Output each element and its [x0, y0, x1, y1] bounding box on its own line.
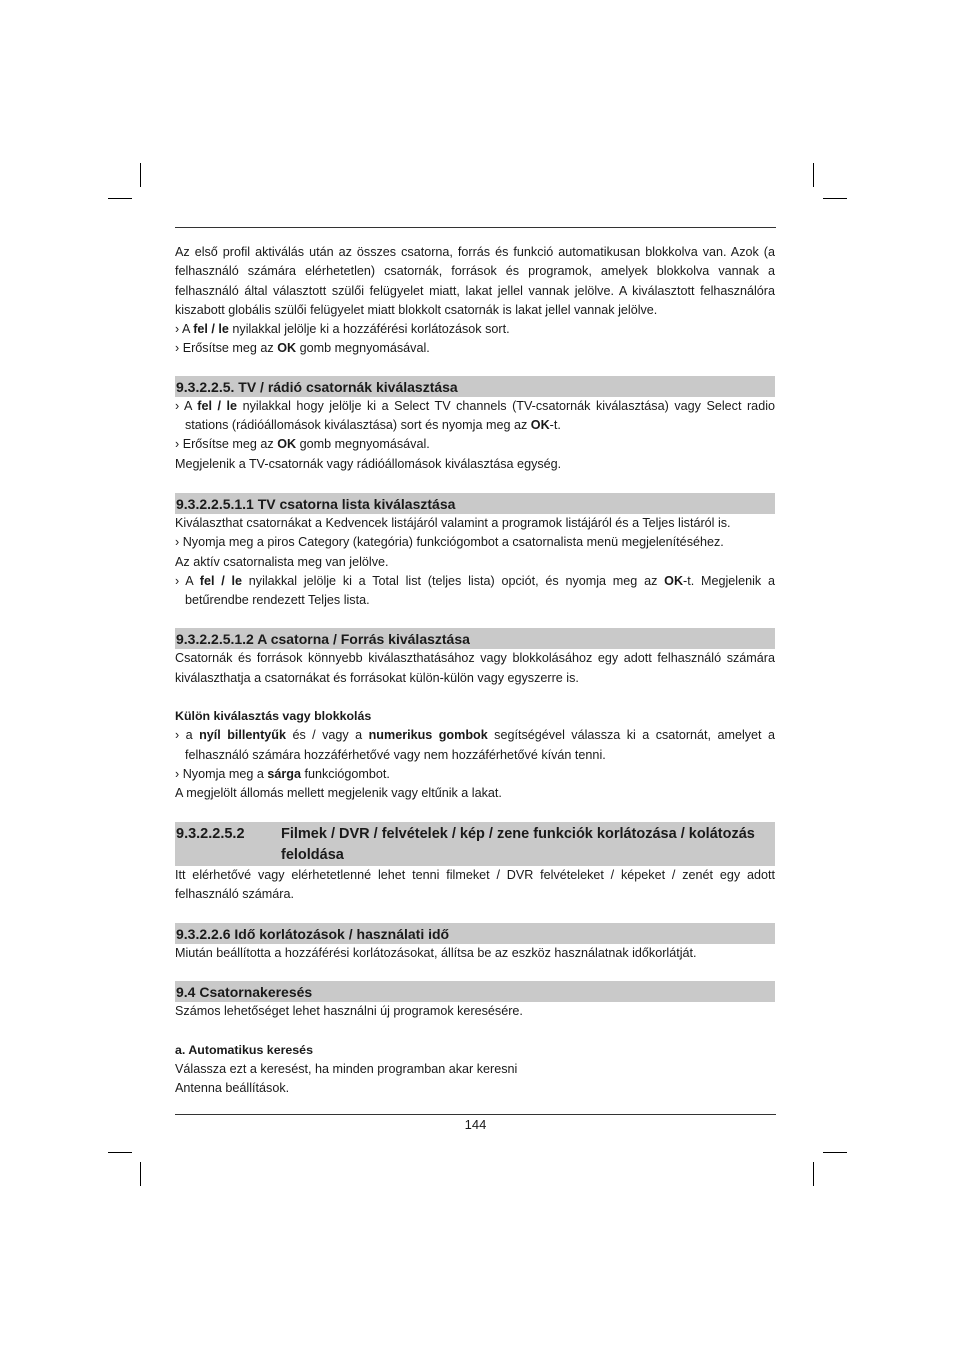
crop-mark — [813, 1162, 814, 1186]
section-heading: 9.3.2.2.6 Idő korlátozások / használati idő — [175, 923, 775, 944]
page-number: 144 — [464, 1117, 487, 1132]
s6-line-2: Antenna beállítások. — [175, 1081, 290, 1096]
header-rule — [175, 227, 776, 228]
crop-mark — [823, 198, 847, 199]
s2-bullet-2: › A fel / le nyilakkal jelölje ki a Total list (teljes lista) opciót, és nyomja meg az OK-t. Megjelenik a betűrendbe rendezett Teljes lista. — [175, 573, 775, 608]
s2-bullet-1: › Nyomja meg a piros Category (kategória) funkciógombot a csatornalista menü megjelenítéséhez. — [175, 535, 724, 550]
intro-paragraph: Az első profil aktiválás után az összes csatorna, forrás és funkció automatikusan blokkolva van. Azok (a felhasználó számára elérhetetlen) csatornák, források és programok, amelyek blokkolva vannak a felhasználó által választott szülői felügyelet miatt, lakat jellel vannak jelölve. A kiválasztott felhasználóra kiszabott globális szülői felügyelet miatt blokkolt csatornák is lakat jellel vannak jelölve. — [175, 245, 775, 317]
intro-step-1: › A fel / le nyilakkal jelölje ki a hozzáférési korlátozások sort. — [175, 322, 510, 337]
s3-bullet-1: › a nyíl billentyűk és / vagy a numerikus gombok segítségével válassza ki a csatornát, amelyet a felhasználó számára hozzáférhetővé vagy nem hozzáférhetővé kíván tenni. — [175, 728, 775, 762]
s3-paragraph-2: A megjelölt állomás mellett megjelenik vagy eltűnik a lakat. — [175, 786, 502, 801]
section-heading: 9.4 Csatornakeresés — [175, 981, 775, 1002]
section-heading — [175, 822, 775, 866]
crop-mark — [140, 1162, 141, 1186]
crop-mark — [823, 1152, 847, 1153]
s5-paragraph: Miután beállította a hozzáférési korlátozásokat, állítsa be az eszköz használatnak időkorlátját. — [175, 946, 697, 961]
page-content — [175, 243, 775, 1099]
s2-paragraph-2: Az aktív csatornalista meg van jelölve. — [175, 554, 389, 569]
s3-subheading: Külön kiválasztás vagy blokkolás — [175, 709, 372, 724]
s1-paragraph: Megjelenik a TV-csatornák vagy rádióállomások kiválasztása egység. — [175, 456, 562, 471]
crop-mark — [140, 163, 141, 187]
s2-paragraph-1: Kiválaszthat csatornákat a Kedvencek listájáról valamint a programok listájáról és a Teljes listáról is. — [175, 515, 731, 530]
s1-bullet-1: › A fel / le nyilakkal hogy jelölje ki a Select TV channels (TV-csatornák kiválasztása) vagy Select radio stations (rádióállomások kiválasztása) sort és nyomja meg az OK-t. — [175, 398, 775, 433]
s6-subheading: a. Automatikus keresés — [175, 1042, 313, 1057]
intro-step-2: › Erősítse meg az OK gomb megnyomásával. — [175, 341, 430, 356]
crop-mark — [108, 198, 132, 199]
s6-line-1: Válassza ezt a keresést, ha minden programban akar keresni — [175, 1062, 518, 1077]
section-title: Filmek / DVR / felvételek / kép / zene funkciók korlátozása / kolátozás feloldása — [281, 825, 755, 863]
section-heading: 9.3.2.2.5.1.1 TV csatorna lista kiválasztása — [175, 493, 775, 514]
section-number: 9.3.2.2.5.2 — [176, 825, 245, 842]
s3-paragraph-1: Csatornák és források könnyebb kiválaszthatásához vagy blokkolásához egy adott felhasználó számára kiválaszthatja a csatornákat és forrásokat külön-külön vagy egyszerre is. — [175, 651, 775, 685]
footer-rule — [175, 1114, 776, 1115]
crop-mark — [813, 163, 814, 187]
crop-mark — [108, 1152, 132, 1153]
s1-bullet-2: › Erősítse meg az OK gomb megnyomásával. — [175, 437, 430, 452]
s6-paragraph: Számos lehetőséget lehet használni új programok keresésére. — [175, 1004, 523, 1019]
s4-paragraph: Itt elérhetővé vagy elérhetetlenné lehet tenni filmeket / DVR felvételeket / képeket / zenét egy adott felhasználó számára. — [175, 867, 775, 901]
section-heading: 9.3.2.2.5. TV / rádió csatornák kiválasztása — [175, 376, 775, 397]
section-heading: 9.3.2.2.5.1.2 A csatorna / Forrás kiválasztása — [175, 628, 775, 649]
s3-bullet-2: › Nyomja meg a sárga funkciógombot. — [175, 766, 390, 781]
